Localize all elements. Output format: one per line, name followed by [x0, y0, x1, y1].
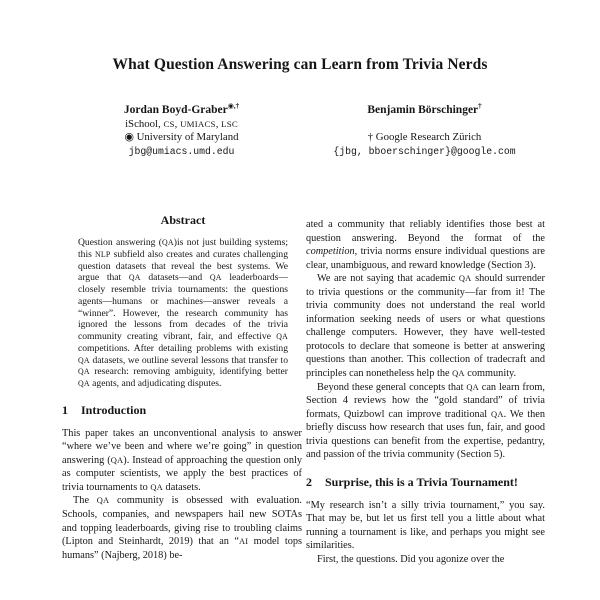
- author-email: {jbg, bboerschinger}@google.com: [333, 146, 516, 158]
- section-number: 2: [306, 474, 312, 489]
- paragraph: [306, 218, 545, 272]
- author-affiliation-marks: †: [478, 102, 482, 110]
- paragraph: “My research isn’t a silly trivia tournament,” you say. That may be, but let us first tell you a little about what running a tournament is like, and perhaps you might see similarities.: [306, 499, 545, 552]
- section-number: 1: [62, 402, 68, 417]
- paragraph: The QA community is obsessed with evaluation. Schools, companies, and newspapers hail new SOTAs and topping leaderboards, giving rise to troubling claims (Lipton and Steinhardt, 2019) that an “AI model tops humans” (Najberg, 2018) be-: [62, 495, 302, 561]
- section-title: Surprise, this is a Trivia Tournament!: [325, 474, 518, 489]
- author-right: [303, 99, 546, 158]
- section-1-heading: [62, 403, 302, 418]
- paragraph-partial: First, the questions. Did you agonize over the: [317, 554, 505, 566]
- paragraph-text: , trivia norms ensure individual questions are clear, unambiguous, and reward knowledge (Section 3).: [306, 246, 545, 271]
- author-name-text: Benjamin Börschinger: [367, 103, 479, 116]
- author-affiliation-line: ◉ University of Maryland: [124, 131, 239, 144]
- author-affiliation-line: † Google Research Zürich: [367, 131, 482, 144]
- paragraph-text: ated a community that reliably identifies those best at question answering. Beyond the format of the: [306, 219, 545, 244]
- author-affiliation-marks: ◉,†: [227, 102, 240, 110]
- paragraph: We are not saying that academic QA should surrender to trivia questions or the community—far from it! The trivia community does not understand the real world information seeking needs of users or what questions challenge computers. However, they have well-tested protocols to declare that someone is better at answering questions than another. This collection of tradecraft and principles can nonetheless help the QA community.: [306, 273, 545, 380]
- author-name: [303, 99, 546, 118]
- paper-title: What Question Answering can Learn from Trivia Nerds: [112, 56, 488, 73]
- author-name: [60, 99, 303, 118]
- left-column: [62, 213, 302, 562]
- italic-term: competition: [306, 246, 355, 258]
- right-column: [306, 218, 545, 567]
- author-left: [60, 99, 303, 158]
- section-2-heading: [306, 475, 545, 490]
- abstract-section: [78, 213, 288, 390]
- abstract-heading: Abstract: [160, 213, 206, 227]
- author-block: [60, 99, 546, 158]
- abstract-text: Question answering (QA)is not just building systems; this NLP subfield also creates and curates challenging question datasets that reveal the best systems. We argue that QA datasets—and QA leaderboards—closely resemble trivia tournaments: the questions agents—humans or machines—answer reveals a “winner”. However, the research community has ignored the lessons from decades of the trivia community creating vibrant, fair, and effective QA competitions. After detailing problems with existing QA datasets, we outline several lessons that transfer to QA research: removing ambiguity, identifying better QA agents, and adjudicating disputes.: [78, 237, 289, 389]
- author-affiliation-line: iSchool, CS, UMIACS, LSC: [125, 117, 238, 130]
- author-name-text: Jordan Boyd-Graber: [123, 103, 228, 116]
- section-title: Introduction: [81, 402, 147, 417]
- paragraph: Beyond these general concepts that QA can learn from, Section 4 reviews how the “gold standard” of trivia formats, Quizbowl can improve traditional QA. We then briefly discuss how research that uses fun, fair, and good trivia questions can benefit from the expertise, pedantry, and passion of the trivia community (Section 5).: [306, 381, 545, 461]
- author-email: jbg@umiacs.umd.edu: [128, 146, 235, 158]
- paragraph: This paper takes an unconventional analysis to answer “where we’ve been and where we’re going” in question answering (QA). Instead of approaching the question only as computer scientists, we apply the best practices of trivia tournaments to QA datasets.: [62, 427, 302, 493]
